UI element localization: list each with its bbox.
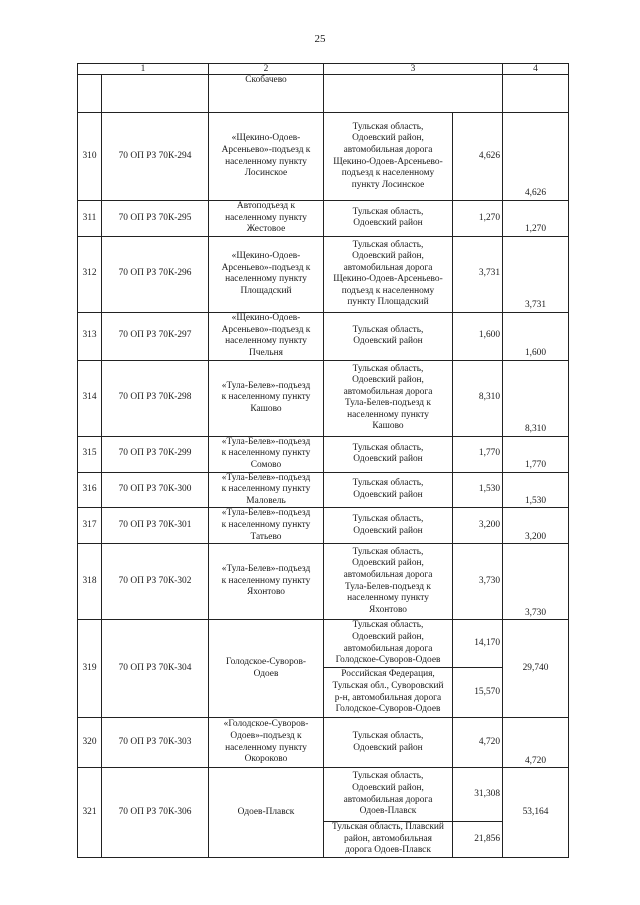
road-length-total-text: 8,310 xyxy=(524,424,547,435)
road-location xyxy=(324,620,453,668)
road-length-total xyxy=(503,472,569,508)
row-number-text: 312 xyxy=(82,268,97,279)
road-location-text: Тульская область, Одоевский район, автомобильная дорога Одоев-Плавск xyxy=(343,771,433,817)
road-length-total-text: 1,270 xyxy=(524,224,547,235)
row-number-text: 317 xyxy=(82,519,97,530)
road-id xyxy=(102,201,209,237)
road-length-total xyxy=(503,508,569,544)
road-id xyxy=(102,113,209,201)
road-location xyxy=(324,822,453,858)
road-location-text: Тульская область, Одоевский район, автомобильная дорога Щекино-Одоев-Арсеньево- подъезд к населенному пункту Площадский xyxy=(333,239,443,308)
road-id-text: 70 ОП РЗ 70К-298 xyxy=(118,392,192,403)
road-location-text: Российская Федерация, Тульская обл., Суворовский р-н, автомобильная дорога Голодское-Суворов-Одоев xyxy=(332,669,444,715)
row-number xyxy=(78,436,102,472)
road-location-text: Тульская область, Одоевский район xyxy=(352,514,424,536)
road-name-text: «Тула-Белев»-подъезд к населенному пункту Кашово xyxy=(221,380,311,415)
road-length-total-text: 29,740 xyxy=(522,662,549,673)
section-length xyxy=(453,113,503,201)
table-row xyxy=(78,360,569,436)
road-length-total-text: 1,770 xyxy=(524,459,547,470)
section-length-text: 4,720 xyxy=(478,736,500,747)
road-name-text: «Щекино-Одоев- Арсеньево»-подъезд к населенному пункту Площадский xyxy=(221,251,311,296)
road-length-total xyxy=(503,620,569,718)
road-id-text: 70 ОП РЗ 70К-296 xyxy=(118,268,192,279)
road-length-total-text: 4,720 xyxy=(524,755,547,766)
row-number-text: 314 xyxy=(82,392,97,403)
road-name-text: «Щекино-Одоев- Арсеньево»-подъезд к населенному пункту Пчельня xyxy=(221,313,311,358)
road-location-text: Тульская область, Одоевский район, автомобильная дорога Щекино-Одоев-Арсеньево- подъезд к населенному пункту Лосинское xyxy=(333,121,443,190)
road-id xyxy=(102,236,209,312)
road-length-total xyxy=(503,436,569,472)
table-row xyxy=(78,113,569,201)
road-name xyxy=(209,201,324,237)
road-location xyxy=(324,768,453,822)
row-number-text: 321 xyxy=(82,806,97,817)
row-number xyxy=(78,768,102,858)
table-row xyxy=(78,768,569,822)
column-number-row xyxy=(78,64,569,75)
road-id xyxy=(102,718,209,768)
road-id-text: 70 ОП РЗ 70К-297 xyxy=(118,330,192,341)
road-name xyxy=(209,113,324,201)
road-name xyxy=(209,312,324,360)
row-number xyxy=(78,201,102,237)
section-length-text: 14,170 xyxy=(474,637,500,648)
section-length xyxy=(453,201,503,237)
row-number-text: 318 xyxy=(82,575,97,586)
page-number: 25 xyxy=(314,33,326,45)
table-row xyxy=(78,620,569,668)
road-location xyxy=(324,472,453,508)
road-name-text: «Щекино-Одоев- Арсеньево»-подъезд к населенному пункту Лосинское xyxy=(221,133,311,179)
road-location xyxy=(324,544,453,620)
road-id xyxy=(102,360,209,436)
road-location xyxy=(324,236,453,312)
road-length-total xyxy=(503,201,569,237)
table-row xyxy=(78,508,569,544)
road-name-text: Автоподъезд к населенному пункту Жестовое xyxy=(225,201,307,235)
section-length-text: 1,770 xyxy=(478,448,500,459)
road-length-total-text: 1,530 xyxy=(524,495,547,506)
section-length xyxy=(453,668,503,718)
road-name-text: «Тула-Белев»-подъезд к населенному пункту Сомово xyxy=(221,436,311,470)
row-number xyxy=(78,312,102,360)
road-id xyxy=(102,768,209,858)
section-length-text: 3,731 xyxy=(478,268,500,279)
road-id xyxy=(102,544,209,620)
road-id-text: 70 ОП РЗ 70К-294 xyxy=(118,150,192,161)
section-length-text: 1,600 xyxy=(478,330,500,341)
road-location-text: Тульская область, Одоевский район xyxy=(352,324,424,347)
column-number-3: 3 xyxy=(324,64,503,75)
road-id-text: 70 ОП РЗ 70К-306 xyxy=(118,806,192,817)
section-length-text: 1,270 xyxy=(478,212,500,223)
row-number-text: 319 xyxy=(82,662,97,673)
road-id-text: 70 ОП РЗ 70К-300 xyxy=(118,484,192,495)
road-id xyxy=(102,620,209,718)
road-length-total xyxy=(503,312,569,360)
continuation-row xyxy=(78,75,569,113)
road-location xyxy=(324,718,453,768)
table-row xyxy=(78,236,569,312)
road-name xyxy=(209,436,324,472)
road-id-text: 70 ОП РЗ 70К-302 xyxy=(118,575,192,586)
road-name-text: Одоев-Плавск xyxy=(237,806,295,817)
section-length-text: 4,626 xyxy=(478,150,500,161)
road-length-total-text: 3,200 xyxy=(524,531,547,542)
section-length xyxy=(453,822,503,858)
section-length-text: 21,856 xyxy=(474,833,500,844)
road-id xyxy=(102,472,209,508)
road-id xyxy=(102,312,209,360)
road-location xyxy=(324,201,453,237)
section-length xyxy=(453,718,503,768)
table-row xyxy=(78,201,569,237)
section-length xyxy=(453,620,503,668)
row-number-text: 320 xyxy=(82,736,97,747)
row-number-text: 313 xyxy=(82,330,97,341)
section-length-text: 1,530 xyxy=(478,484,500,495)
section-length xyxy=(453,544,503,620)
row-number xyxy=(78,718,102,768)
road-length-total xyxy=(503,113,569,201)
road-id-text: 70 ОП РЗ 70К-304 xyxy=(118,662,192,673)
row-number xyxy=(78,508,102,544)
roads-registry-table xyxy=(77,63,569,858)
road-length-total xyxy=(503,718,569,768)
road-name xyxy=(209,768,324,858)
road-name-text: «Голодское-Суворов- Одоев»-подъезд к населенному пункту Окороково xyxy=(223,719,309,765)
road-location-text: Тульская область, Плавский район, автомобильная дорога Одоев-Плавск xyxy=(332,822,444,856)
road-length-total xyxy=(503,768,569,858)
road-location-text: Тульская область, Одоевский район xyxy=(352,442,424,465)
road-name-text: «Тула-Белев»-подъезд к населенному пункту Яхонтово xyxy=(221,564,311,598)
section-length-text: 31,308 xyxy=(474,788,500,799)
row-number xyxy=(78,544,102,620)
table-row xyxy=(78,718,569,768)
road-name-text: «Тула-Белев»-подъезд к населенному пункту Татьево xyxy=(221,508,311,542)
section-length xyxy=(453,312,503,360)
road-length-total xyxy=(503,360,569,436)
road-name xyxy=(209,472,324,508)
road-length-total-text: 1,600 xyxy=(524,348,547,359)
road-length-total-text: 53,164 xyxy=(522,806,549,817)
section-length xyxy=(453,472,503,508)
section-length xyxy=(453,360,503,436)
table-row xyxy=(78,544,569,620)
road-name xyxy=(209,718,324,768)
road-location-text: Тульская область, Одоевский район, автомобильная дорога Тула-Белев-подъезд к населенному пункту Яхонтово xyxy=(343,546,433,615)
road-location xyxy=(324,113,453,201)
road-length-total-text: 4,626 xyxy=(524,188,547,199)
road-id xyxy=(102,508,209,544)
road-location xyxy=(324,312,453,360)
row-number xyxy=(78,620,102,718)
road-id-text: 70 ОП РЗ 70К-299 xyxy=(118,448,192,459)
road-location-text: Тульская область, Одоевский район, автомобильная дорога Голодское-Суворов-Одоев xyxy=(335,620,441,666)
road-name xyxy=(209,360,324,436)
road-length-total-text: 3,731 xyxy=(524,300,547,311)
road-id-text: 70 ОП РЗ 70К-303 xyxy=(118,736,192,747)
section-length-text: 3,200 xyxy=(478,519,500,530)
column-number-1: 1 xyxy=(78,64,209,75)
road-id-text: 70 ОП РЗ 70К-301 xyxy=(118,519,192,530)
road-id xyxy=(102,436,209,472)
table-row xyxy=(78,472,569,508)
road-id-text: 70 ОП РЗ 70К-295 xyxy=(118,212,192,223)
road-location xyxy=(324,508,453,544)
section-length xyxy=(453,236,503,312)
row-number xyxy=(78,472,102,508)
table-row xyxy=(78,312,569,360)
column-number-4: 4 xyxy=(503,64,569,75)
road-location-text: Тульская область, Одоевский район xyxy=(352,478,424,500)
road-length-total xyxy=(503,236,569,312)
row-number-text: 311 xyxy=(82,212,97,223)
road-name xyxy=(209,236,324,312)
road-location-text: Тульская область, Одоевский район xyxy=(352,731,424,753)
road-location xyxy=(324,436,453,472)
table-row xyxy=(78,436,569,472)
row-number-text: 316 xyxy=(82,484,97,495)
row-number-text: 310 xyxy=(82,150,97,161)
section-length xyxy=(453,508,503,544)
road-location xyxy=(324,360,453,436)
road-location xyxy=(324,668,453,718)
road-length-total-text: 3,730 xyxy=(524,607,547,618)
road-name-text: «Тула-Белев»-подъезд к населенному пункту Маловель xyxy=(221,472,311,506)
road-location-text: Тульская область, Одоевский район xyxy=(352,206,424,229)
continuation-name: Скобачево xyxy=(209,75,324,113)
row-number xyxy=(78,236,102,312)
section-length-text: 8,310 xyxy=(478,392,500,403)
road-name xyxy=(209,544,324,620)
column-number-2: 2 xyxy=(209,64,324,75)
road-name-text: Голодское-Суворов- Одоев xyxy=(225,657,307,679)
section-length-text: 15,570 xyxy=(474,686,500,697)
row-number xyxy=(78,113,102,201)
row-number-text: 315 xyxy=(82,448,97,459)
road-location-text: Тульская область, Одоевский район, автомобильная дорога Тула-Белев-подъезд к населенному пункту Кашово xyxy=(343,363,433,432)
road-name xyxy=(209,620,324,718)
road-length-total xyxy=(503,544,569,620)
row-number xyxy=(78,360,102,436)
road-name xyxy=(209,508,324,544)
section-length xyxy=(453,768,503,822)
section-length-text: 3,730 xyxy=(478,575,500,586)
section-length xyxy=(453,436,503,472)
